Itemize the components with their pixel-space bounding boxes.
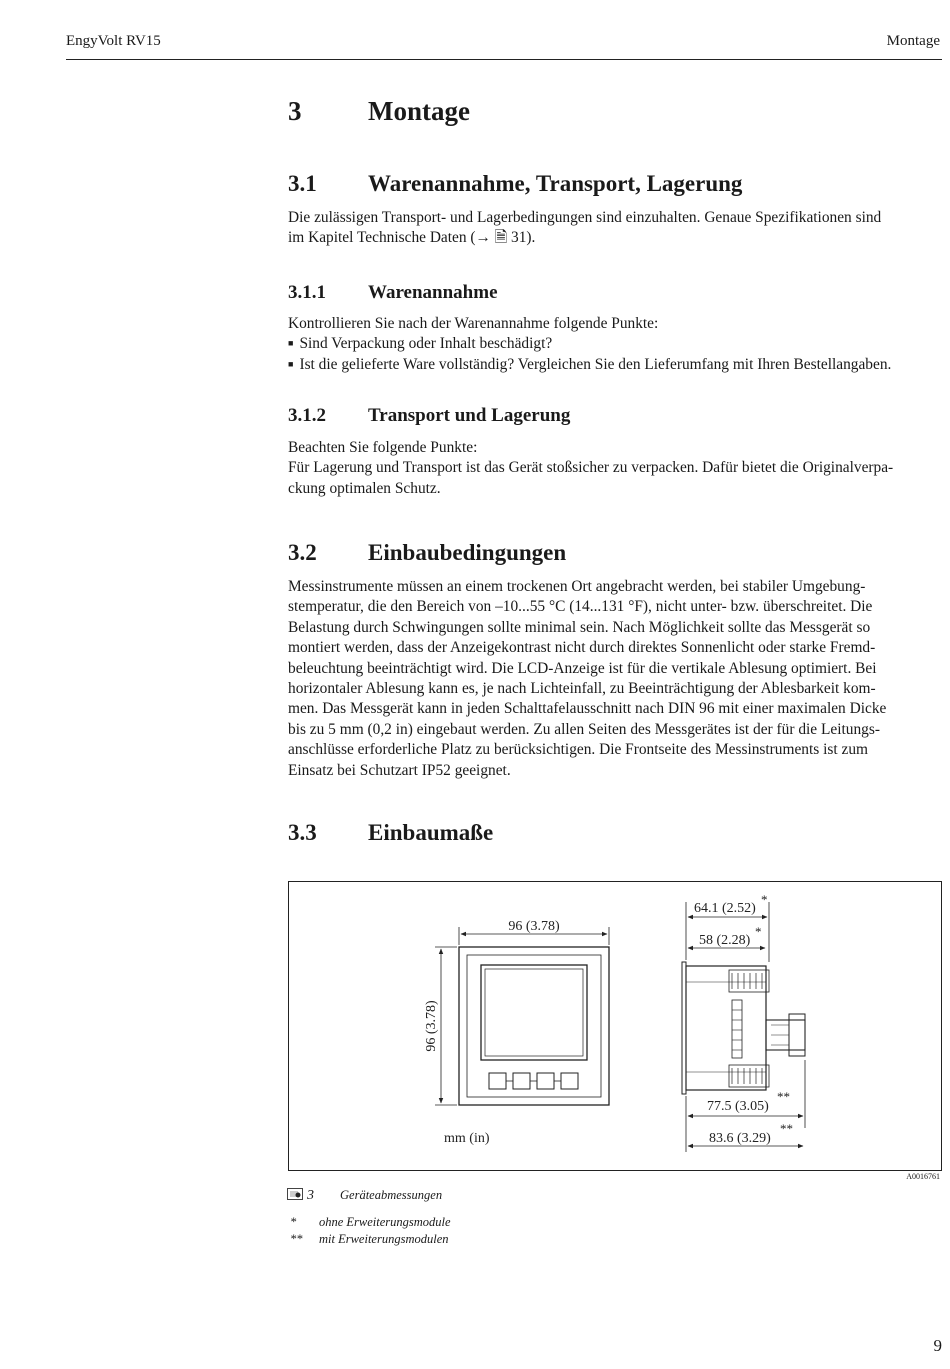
depth-no-modules-label: 64.1 (2.52) [694,901,756,916]
text-line: montiert werden, dass der Anzeigekontrast nicht durch direktes Sonnenlicht oder starke Fremd- [288,639,876,657]
height-label: 96 (3.78) [424,1000,439,1052]
figure-caption: Geräteabmessungen [340,1188,443,1202]
subsection-number: 3.1.1 [288,282,326,303]
section-3-1-1-text [288,314,944,375]
section-number: 3.3 [288,820,317,845]
section-number: 3.1 [288,171,317,196]
text-line: horizontaler Ablesung kann es, je nach Lichteinfall, zu Beeinträchtigung der Ablesbarkeit kom- [288,679,876,697]
subsection-title: Warenannahme [368,282,498,303]
text-line: stemperatur, die den Bereich von –10...55 °C (14...131 °F), nicht unter- bzw. überschreitet. Die [288,598,873,616]
depth-modules-a-label: 77.5 (3.05) [707,1099,769,1114]
section-title: Warenannahme, Transport, Lagerung [368,171,743,196]
side-view [682,962,805,1094]
chapter-title: Montage [368,96,470,126]
depth-modules-a-mark: ** [777,1089,790,1104]
width-label: 96 (3.78) [508,919,560,934]
units-label: mm (in) [444,1131,490,1146]
text-line: men. Das Messgerät kann in jeden Schalttafelausschnitt nach DIN 96 mit einer maximalen Dicke [288,700,887,718]
page-number: 9 [933,1336,942,1355]
bullet-item: ■ Sind Verpackung oder Inhalt beschädigt? [288,334,944,354]
text-line: beleuchtung beeinträchtigt wird. Die LCD-Anzeige ist für die vertikale Ablesung optimiert. Bei [288,659,877,677]
chapter-number: 3 [288,96,302,126]
text-line: Belastung durch Schwingungen sollte minimal sein. Nach Möglichkeit sollte das Messgerät so [288,618,871,636]
text-line: anschlüsse erforderliche Platz zu berücksichtigen. Die Frontseite des Messinstruments ist zum [288,741,868,759]
subsection-number: 3.1.2 [288,405,326,426]
dimension-drawing [289,882,941,1170]
section-3-2-text [288,577,944,781]
text-line: Einsatz bei Schutzart IP52 geeignet. [288,761,511,779]
text-line: im Kapitel Technische Daten (→ 🗎 31). [288,229,536,247]
text-line: Die zulässigen Transport- und Lagerbedingungen sind einzuhalten. Genaue Spezifikationen sind [288,209,882,226]
section-number: 3.2 [288,540,317,565]
figure-id: A0016761 [906,1172,940,1181]
bullet-item: ■ Ist die gelieferte Ware vollständig? Vergleichen Sie den Lieferumfang mit Ihren Bestellangaben. [288,355,944,375]
running-header-product: EngyVolt RV15 [66,33,161,49]
dimension-figure [288,881,942,1171]
depth-no-modules-mark: * [761,892,768,907]
text-line: Beachten Sie folgende Punkte: [288,439,478,456]
text-line: Kontrollieren Sie nach der Warenannahme folgende Punkte: [288,315,659,332]
running-header-chapter: Montage [886,33,940,49]
body-depth-label: 58 (2.28) [699,933,751,948]
subsection-title: Transport und Lagerung [368,405,571,426]
figure-number: 3 [307,1188,314,1203]
header-rule [66,59,942,60]
section-3-1-text [288,208,944,249]
section-3-1-2-text [288,438,944,499]
footnote-mark: ** [290,1232,303,1246]
body-depth-mark: * [755,924,762,939]
section-title: Einbaumaße [368,820,494,845]
section-title: Einbaubedingungen [368,540,567,565]
text-line: Messinstrumente müssen an einem trockenen Ort angebracht werden, bei stabiler Umgebung- [288,578,866,595]
depth-modules-b-mark: ** [780,1121,793,1136]
footnote-text: ohne Erweiterungsmodule [319,1215,451,1229]
text-line: ckung optimalen Schutz. [288,479,441,497]
text-line: bis zu 5 mm (0,2 in) eingebaut werden. Zu allen Seiten des Messgerätes ist der für die Leitungs- [288,720,880,738]
front-view [459,947,609,1105]
figure-icon [287,1188,303,1204]
text-line: Für Lagerung und Transport ist das Gerät stoßsicher zu verpacken. Dafür bietet die Originalverpa- [288,459,894,477]
depth-modules-b-label: 83.6 (3.29) [709,1131,771,1146]
footnote-text: mit Erweiterungsmodulen [319,1232,449,1246]
footnote-mark: * [290,1215,297,1229]
